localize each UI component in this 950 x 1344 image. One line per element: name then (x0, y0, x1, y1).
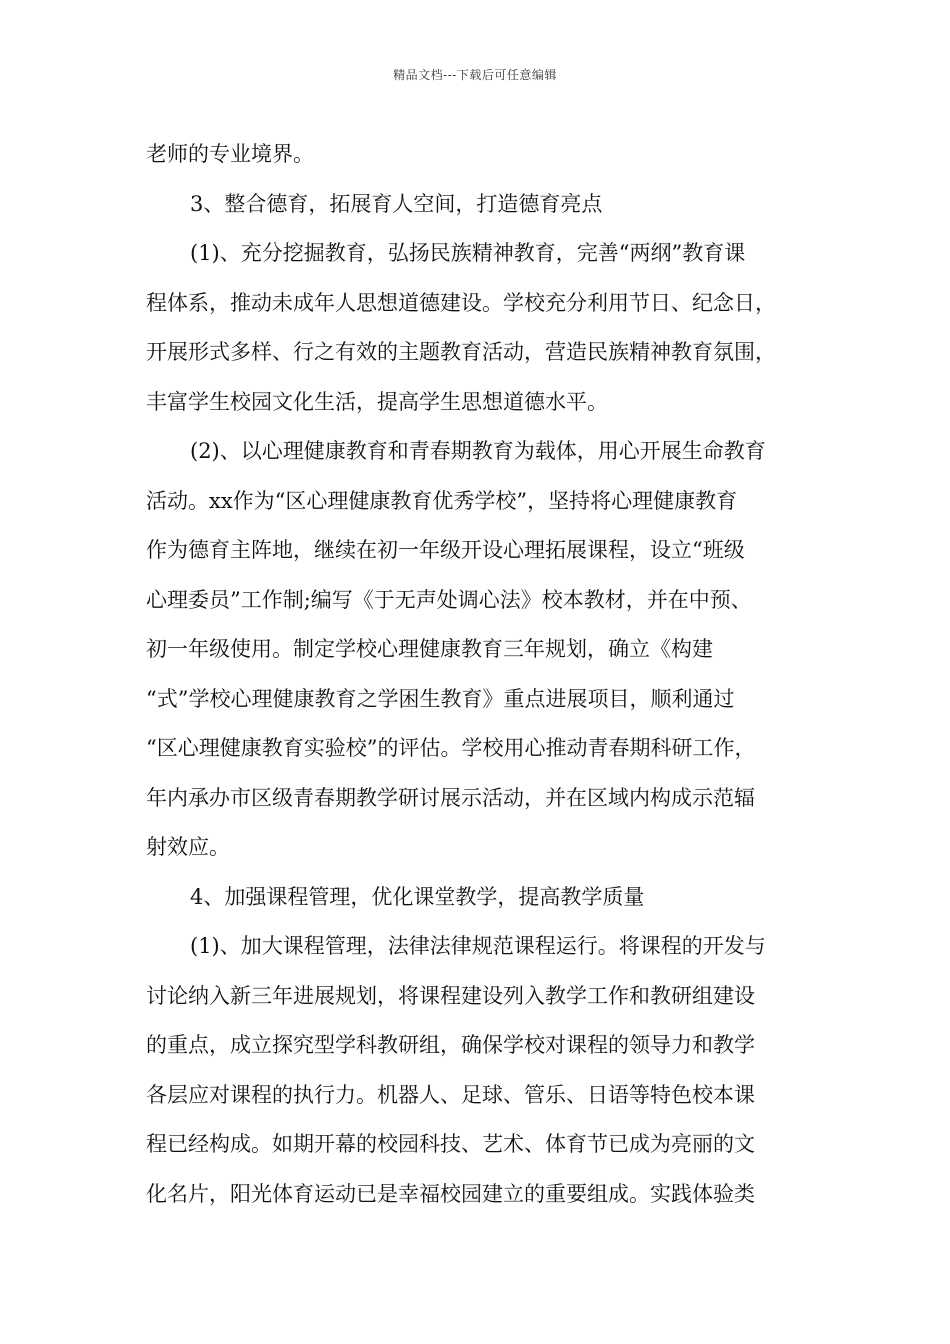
text-line: 3、整合德育，拓展育人空间，打造德育亮点 (190, 191, 603, 216)
text-line: 活动。xx作为“区心理健康教育优秀学校”，坚持将心理健康教育 (146, 488, 738, 513)
document-body (146, 130, 806, 1219)
text-line: 讨论纳入新三年进展规划，将课程建设列入教学工作和教研组建设 (146, 983, 755, 1008)
text-line: (2)、以心理健康教育和青春期教育为载体，用心开展生命教育 (190, 439, 766, 463)
text-line: 程已经构成。如期开幕的校园科技、艺术、体育节已成为亮丽的文 (146, 1132, 755, 1156)
text-line: 程体系，推动未成年人思想道德建设。学校充分利用节日、纪念日， (146, 290, 776, 315)
text-line: 的重点，成立探究型学科教研组，确保学校对课程的领导力和教学 (146, 1033, 755, 1057)
text-line: 初一年级使用。制定学校心理健康教育三年规划，确立《构建 (146, 637, 713, 661)
text-line: 各层应对课程的执行力。机器人、足球、管乐、日语等特色校本课 (146, 1082, 755, 1107)
text-line: (1)、充分挖掘教育，弘扬民族精神教育，完善“两纲”教育课 (190, 241, 746, 265)
text-line: 老师的专业境界。 (146, 142, 314, 166)
text-line: 化名片，阳光体育运动已是幸福校园建立的重要组成。实践体验类 (146, 1181, 755, 1206)
text-line: 年内承办市区级青春期教学研讨展示活动，并在区域内构成示范辐 (146, 785, 755, 810)
text-line: “式”学校心理健康教育之学困生教育》重点进展项目，顺利通过 (146, 686, 735, 711)
text-line: “区心理健康教育实验校”的评估。学校用心推动青春期科研工作， (146, 736, 756, 760)
page-header: 精品文档---下载后可任意编辑 (393, 68, 557, 82)
text-line: 心理委员”工作制;编写《于无声处调心法》校本教材，并在中预、 (146, 587, 752, 612)
text-line: 开展形式多样、行之有效的主题教育活动，营造民族精神教育氛围， (146, 340, 776, 364)
text-line: 作为德育主阵地，继续在初一年级开设心理拓展课程，设立“班级 (146, 538, 745, 562)
text-line: 4、加强课程管理，优化课堂教学，提高教学质量 (190, 884, 645, 909)
text-line: (1)、加大课程管理，法律法律规范课程运行。将课程的开发与 (190, 934, 766, 958)
text-line: 丰富学生校园文化生活，提高学生思想道德水平。 (146, 389, 608, 414)
text-line: 射效应。 (146, 835, 230, 859)
